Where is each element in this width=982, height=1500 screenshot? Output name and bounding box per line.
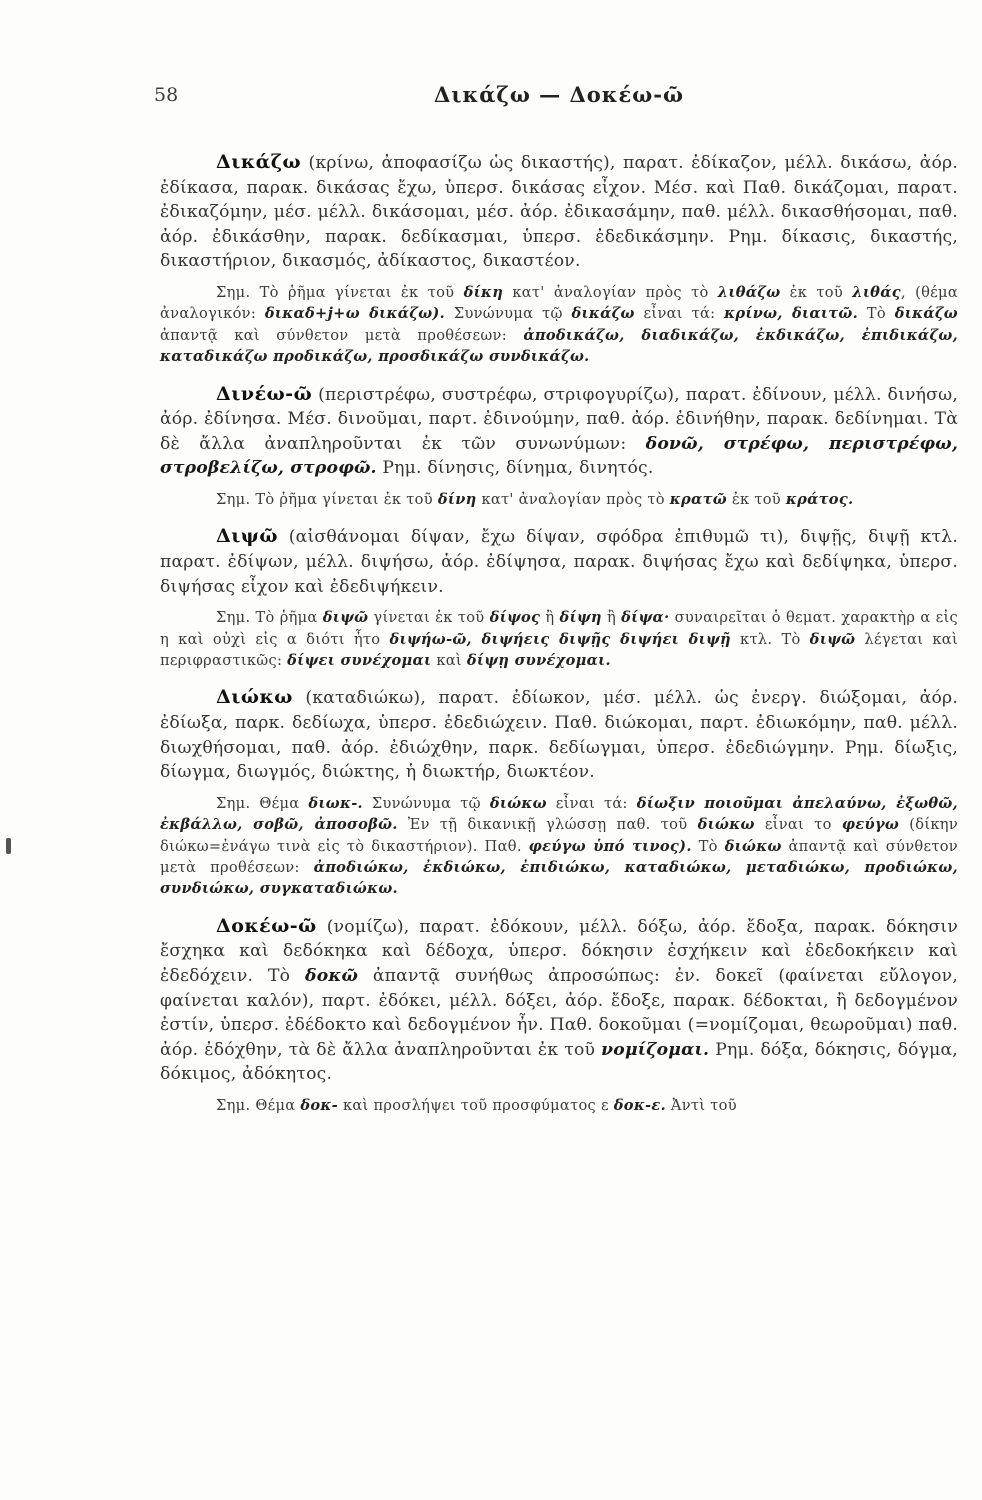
entry-text: ἐκ τοῦ: [780, 283, 853, 301]
entry-note: [160, 282, 958, 368]
entry-text: Ρημ. δόξα, δόκησις, δόγμα, δόκιμος, ἀδόκητος.: [160, 1039, 958, 1085]
entry-text: (δίκην διώκω=ἐνάγω τινὰ εἰς τὸ δικαστήριον). Παθ.: [160, 816, 959, 855]
margin-ink-mark: [6, 838, 11, 854]
entry-note: [160, 489, 958, 510]
emphasized-term: διώκω: [489, 794, 547, 812]
entry-text: κατ' ἀναλογίαν πρὸς τὸ: [476, 490, 670, 508]
entry-text: Τὸ: [691, 837, 725, 855]
entry-text: Τὸ: [857, 305, 895, 323]
emphasized-term: δοκ-: [300, 1096, 338, 1114]
entry-text: ἀπαντᾷ συνήθως ἀπροσώπως: ἐν. δοκεῖ (φαίνεται εὔλογον, φαίνεται καλόν), παρτ. ἐδόκει, μέλλ. δόξει, ἀόρ. ἔδοξε, παρακ. δέδοκται, ἢ δεδογμένον ἐστίν, ὑπερσ. ἐδέδοκτο καὶ δεδογμένον ἦν. Παθ. δοκοῦμαι (=νομίζομαι, θεωροῦμαι) παθ. ἀόρ. ἐδόχθην, τὰ δὲ ἄλλα ἀναπληροῦνται ἐκ τοῦ: [160, 965, 958, 1060]
emphasized-term: δίκη: [463, 283, 504, 301]
emphasized-term: δίψα·: [621, 609, 670, 627]
dictionary-entry: [160, 685, 958, 899]
entry-text: Σημ. Τὸ ῥῆμα γίνεται ἐκ τοῦ: [216, 283, 464, 301]
entry-text: συναιρεῖται ὁ θεματ. χαρακτὴρ α εἰς η καὶ οὐχὶ εἰς α διότι ἦτο: [160, 609, 959, 648]
emphasized-term: δίωξιν ποιοῦμαι ἀπελαύνω, ἐξωθῶ, ἐκβάλλω, σοβῶ, ἀποσοβῶ.: [160, 794, 958, 834]
emphasized-term: δίψει συνέχομαι: [287, 651, 432, 669]
emphasized-term: ἀποδικάζω, διαδικάζω, ἐκδικάζω, ἐπιδικάζω, καταδικάζω προδικάζω, προσδικάζω συνδικάζω.: [160, 326, 958, 366]
entry-text: Σημ. Θέμα: [216, 1096, 301, 1114]
entry-text: ἐκ τοῦ: [726, 490, 786, 508]
emphasized-term: κρατῶ: [669, 490, 727, 508]
emphasized-term: δίνη: [437, 490, 477, 508]
entry-text: λέγεται καὶ περιφραστικῶς:: [160, 630, 958, 669]
dictionary-entry: [160, 382, 958, 511]
entry-body: [160, 150, 958, 274]
entry-text: εἶναι τά:: [634, 305, 725, 323]
entry-text: Ρημ. δίνησις, δίνημα, δινητός.: [376, 458, 654, 479]
entry-text: εἶναι τά:: [546, 794, 637, 812]
entry-headword: Διώκω: [216, 686, 293, 709]
entry-text: Ἐν τῇ δικανικῇ γλώσσῃ παθ. τοῦ: [397, 816, 698, 834]
entry-body: [160, 685, 958, 784]
emphasized-term: κρίνω, διαιτῶ.: [724, 305, 858, 323]
emphasized-term: λιθάς: [852, 283, 901, 301]
emphasized-term: δικάζω: [571, 305, 635, 323]
entry-note: [160, 793, 958, 900]
emphasized-term: διώκω: [724, 837, 782, 855]
emphasized-term: νομίζομαι.: [601, 1039, 710, 1060]
dictionary-entry: [160, 150, 958, 368]
entry-text: (κρίνω, ἀποφασίζω ὡς δικαστής), παρατ. ἐδίκαζον, μέλλ. δικάσω, ἀόρ. ἐδίκασα, παρακ. δικάσας ἔχω, ὑπερσ. δικάσας εἶχον. Μέσ. καὶ Παθ. δικάζομαι, παρατ. ἐδικαζόμην, μέσ. μέλλ. δικάσομαι, μέσ. ἀόρ. ἐδικασάμην, παθ. μέλλ. δικασθήσομαι, παθ. ἀόρ. ἐδικάσθην, παρακ. δεδίκασμαι, ὑπερσ. ἐδεδικάσμην. Ρημ. δίκασις, δικαστής, δικαστήριον, δικασμός, ἀδίκαστος, δικαστέον.: [160, 153, 958, 272]
entry-text: κατ' ἀναλογίαν πρὸς τὸ: [503, 283, 718, 301]
entry-text: (αἰσθάνομαι δίψαν, ἔχω δίψαν, σφόδρα ἐπιθυμῶ τι), διψῇς, διψῇ κτλ. παρατ. ἐδίψων, μέλλ. διψήσω, ἀόρ. ἐδίψησα, παρακ. διψήσας ἔχω καὶ δεδίψηκα, ὑπερσ. διψήσας εἶχον καὶ ἐδεδιψήκειν.: [160, 527, 958, 597]
entry-headword: Δοκέω-ῶ: [216, 914, 317, 937]
page-header: [154, 82, 958, 116]
entry-text: ἢ: [601, 609, 622, 627]
entry-text: , (θέμα ἀναλογικόν:: [160, 283, 958, 323]
entry-text: ἀπαντᾷ καὶ σύνθετον μετὰ προθέσεων:: [160, 837, 958, 876]
emphasized-term: δίψος: [489, 609, 541, 627]
emphasized-term: δονῶ, στρέφω, περιστρέφω, στροβελίζω, στροφῶ.: [160, 433, 958, 479]
entry-body: [160, 382, 958, 481]
entry-text: κτλ. Τὸ: [730, 630, 810, 648]
dictionary-entry: [160, 524, 958, 671]
emphasized-term: λιθάζω: [717, 283, 781, 301]
emphasized-term: διωκ-.: [308, 794, 363, 812]
entry-text: (νομίζω), παρατ. ἐδόκουν, μέλλ. δόξω, ἀόρ. ἔδοξα, παρακ. δόκησιν ἔσχηκα καὶ δεδόκηκα καὶ δέδοχα, ὑπερσ. δόκησιν ἐσχήκειν καὶ ἐδεδοκήκειν καὶ ἐδεδόχειν. Τὸ: [160, 916, 958, 986]
emphasized-term: δίψῃ συνέχομαι.: [466, 651, 611, 669]
emphasized-term: δοκῶ: [305, 965, 359, 986]
entry-note: [160, 1095, 958, 1116]
entry-text: Σημ. Τὸ ῥῆμα: [216, 609, 323, 627]
emphasized-term: δικαδ+j+ω δικάζω).: [264, 305, 446, 323]
entry-headword: Διψῶ: [216, 525, 278, 548]
emphasized-term: διώκω: [697, 816, 755, 834]
page-number: 58: [154, 84, 179, 106]
entry-text: Σημ. Θέμα: [216, 794, 309, 812]
entry-body: [160, 914, 958, 1087]
emphasized-term: δίψη: [559, 609, 602, 627]
entry-text: εἶναι το: [754, 816, 842, 834]
entry-text: Συνώνυμα τῷ: [362, 794, 490, 812]
entries-list: [160, 150, 958, 1116]
emphasized-term: διψήω-ῶ, διψήεις διψῇς διψήει διψῇ: [389, 630, 731, 648]
emphasized-term: δικάζω: [894, 305, 959, 323]
emphasized-term: δοκ-ε.: [613, 1096, 666, 1114]
entry-text: Συνώνυμα τῷ: [445, 305, 572, 323]
entry-note: [160, 607, 958, 671]
entry-text: ἢ: [540, 609, 560, 627]
entry-body: [160, 524, 958, 599]
emphasized-term: κράτος.: [785, 490, 854, 508]
entry-text: (περιστρέφω, συστρέφω, στριφογυρίζω), παρατ. ἐδίνουν, μέλλ. δινήσω, ἀόρ. ἐδίνησα. Μέσ. δινοῦμαι, παρτ. ἐδινούμην, παθ. ἀόρ. ἐδινήθην, παρακ. δεδίνημαι. Τὰ δὲ ἄλλα ἀναπληροῦνται ἐκ τῶν συνωνύμων:: [160, 384, 958, 454]
emphasized-term: διψῶ: [322, 609, 369, 627]
dictionary-entry: [160, 914, 958, 1117]
entry-text: ἀπαντᾷ καὶ σύνθετον μετὰ προθέσεων:: [160, 326, 524, 344]
running-title: Δικάζω — Δοκέω-ῶ: [434, 82, 684, 107]
emphasized-term: φεύγω: [841, 816, 900, 834]
entry-text: γίνεται ἐκ τοῦ: [368, 609, 490, 627]
entry-text: (καταδιώκω), παρατ. ἐδίωκον, μέσ. μέλλ. ὡς ἐνεργ. διώξομαι, ἀόρ. ἐδίωξα, παρκ. δεδίωχα, ὑπερσ. ἐδεδιώχειν. Παθ. διώκομαι, παρτ. ἐδιωκόμην, παθ. μέλλ. διωχθήσομαι, παθ. ἀόρ. ἐδιώχθην, παρκ. δεδίωγμαι, ὑπερσ. ἐδεδιώγμην. Ρημ. δίωξις, δίωγμα, διωγμός, διώκτης, ἡ διωκτήρ, διωκτέον.: [160, 688, 958, 783]
entry-text: καὶ προσλήψει τοῦ προσφύματος ε: [338, 1096, 614, 1114]
entry-headword: Δικάζω: [216, 151, 302, 173]
emphasized-term: διψῶ: [809, 630, 856, 648]
dictionary-page: [154, 82, 959, 1130]
entry-text: καὶ: [431, 651, 467, 669]
entry-headword: Δινέω-ῶ: [216, 382, 313, 405]
emphasized-term: φεύγω ὑπό τινος).: [528, 837, 692, 855]
entry-text: Ἀντὶ τοῦ: [665, 1096, 737, 1114]
entry-text: Σημ. Τὸ ῥῆμα γίνεται ἐκ τοῦ: [216, 490, 438, 508]
emphasized-term: ἀποδιώκω, ἐκδιώκω, ἐπιδιώκω, καταδιώκω, μεταδιώκω, προδιώκω, συνδιώκω, συγκαταδιώκω.: [160, 858, 958, 898]
